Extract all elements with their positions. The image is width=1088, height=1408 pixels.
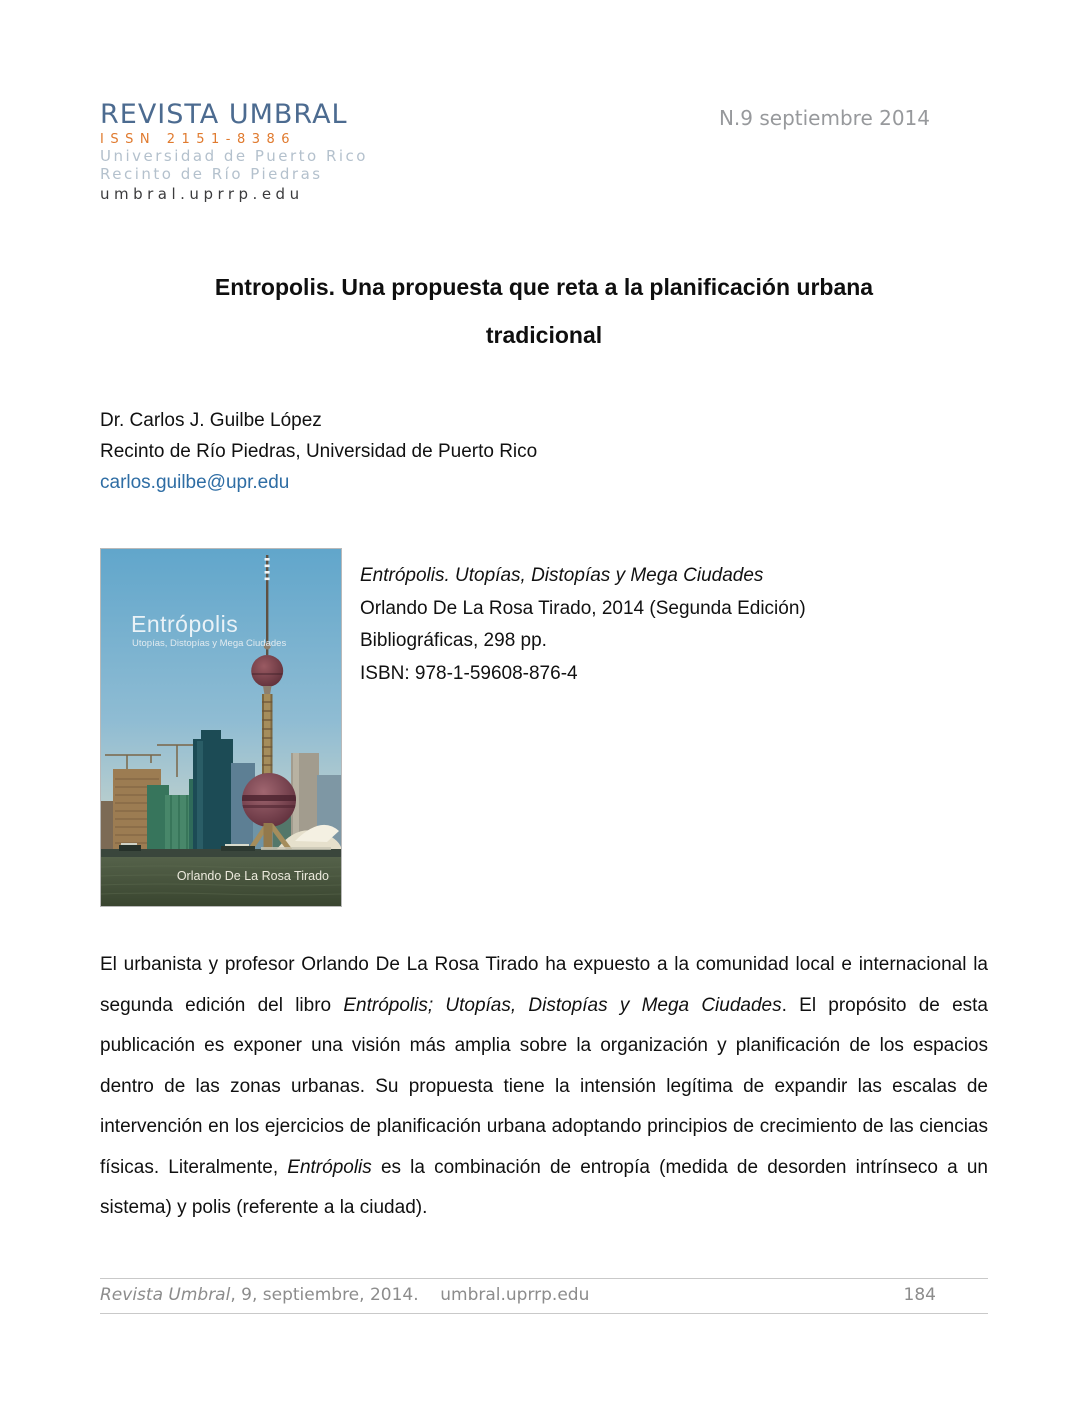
article-paragraph: El urbanista y profesor Orlando De La Rosa Tirado ha expuesto a la comunidad local e internacional la segunda edición del libro Entrópolis; Utopías, Distopías y Mega Ciudades. El propósito de esta publicación es exponer una visión más amplia sobre la organización y planificación de los espacios dentro de las zonas urbanas. Su propuesta tiene la intensión legítima de expandir las escalas de intervención en los ejercicios de planificación urbana adoptando principios de crecimiento de las ciencias físicas. Literalmente, Entrópolis es la combinación de entropía (medida de desorden intrínseco a un sistema) y polis (referente a la ciudad). bbox=[100, 954, 988, 1218]
journal-header bbox=[100, 100, 988, 203]
campus-name: Recinto de Río Piedras bbox=[100, 164, 323, 183]
book-cover-image bbox=[100, 548, 342, 907]
book-isbn-line: ISBN: 978-1-59608-876-4 bbox=[360, 662, 578, 684]
author-block bbox=[100, 405, 988, 498]
journal-name: REVISTA UMBRAL bbox=[100, 99, 348, 130]
book-title: Entrópolis. Utopías, Distopías y Mega Ciudades bbox=[360, 565, 764, 586]
journal-issn: ISSN 2151-8386 bbox=[100, 132, 297, 147]
page-footer bbox=[100, 1278, 988, 1314]
book-publisher-line: Orlando De La Rosa Tirado, 2014 (Segunda Edición) bbox=[360, 597, 806, 619]
article-title bbox=[100, 263, 988, 359]
university-name: Universidad de Puerto Rico bbox=[100, 147, 368, 165]
book-info bbox=[360, 560, 806, 907]
book-pages-line: Bibliográficas, 298 pp. bbox=[360, 630, 547, 651]
book-section bbox=[100, 548, 988, 907]
article-title-line2: tradicional bbox=[485, 322, 603, 348]
author-affiliation: Recinto de Río Piedras, Universidad de Puerto Rico bbox=[100, 441, 538, 462]
author-email-link[interactable]: carlos.guilbe@upr.edu bbox=[100, 472, 290, 493]
cover-subtitle: Utopías, Distopías y Mega Ciudades bbox=[132, 638, 287, 649]
journal-url: umbral.uprrp.edu bbox=[100, 185, 304, 203]
footer-citation: Revista Umbral, 9, septiembre, 2014. umbral.uprrp.edu bbox=[100, 1285, 590, 1305]
page-number: 184 bbox=[903, 1285, 936, 1305]
journal-logo bbox=[100, 100, 368, 203]
cover-author: Orlando De La Rosa Tirado bbox=[176, 869, 329, 883]
author-name: Dr. Carlos J. Guilbe López bbox=[100, 410, 322, 431]
issue-label: N.9 septiembre 2014 bbox=[718, 106, 930, 130]
article-title-line1: Entropolis. Una propuesta que reta a la planificación urbana bbox=[214, 274, 874, 300]
cover-title: Entrópolis bbox=[131, 611, 239, 637]
